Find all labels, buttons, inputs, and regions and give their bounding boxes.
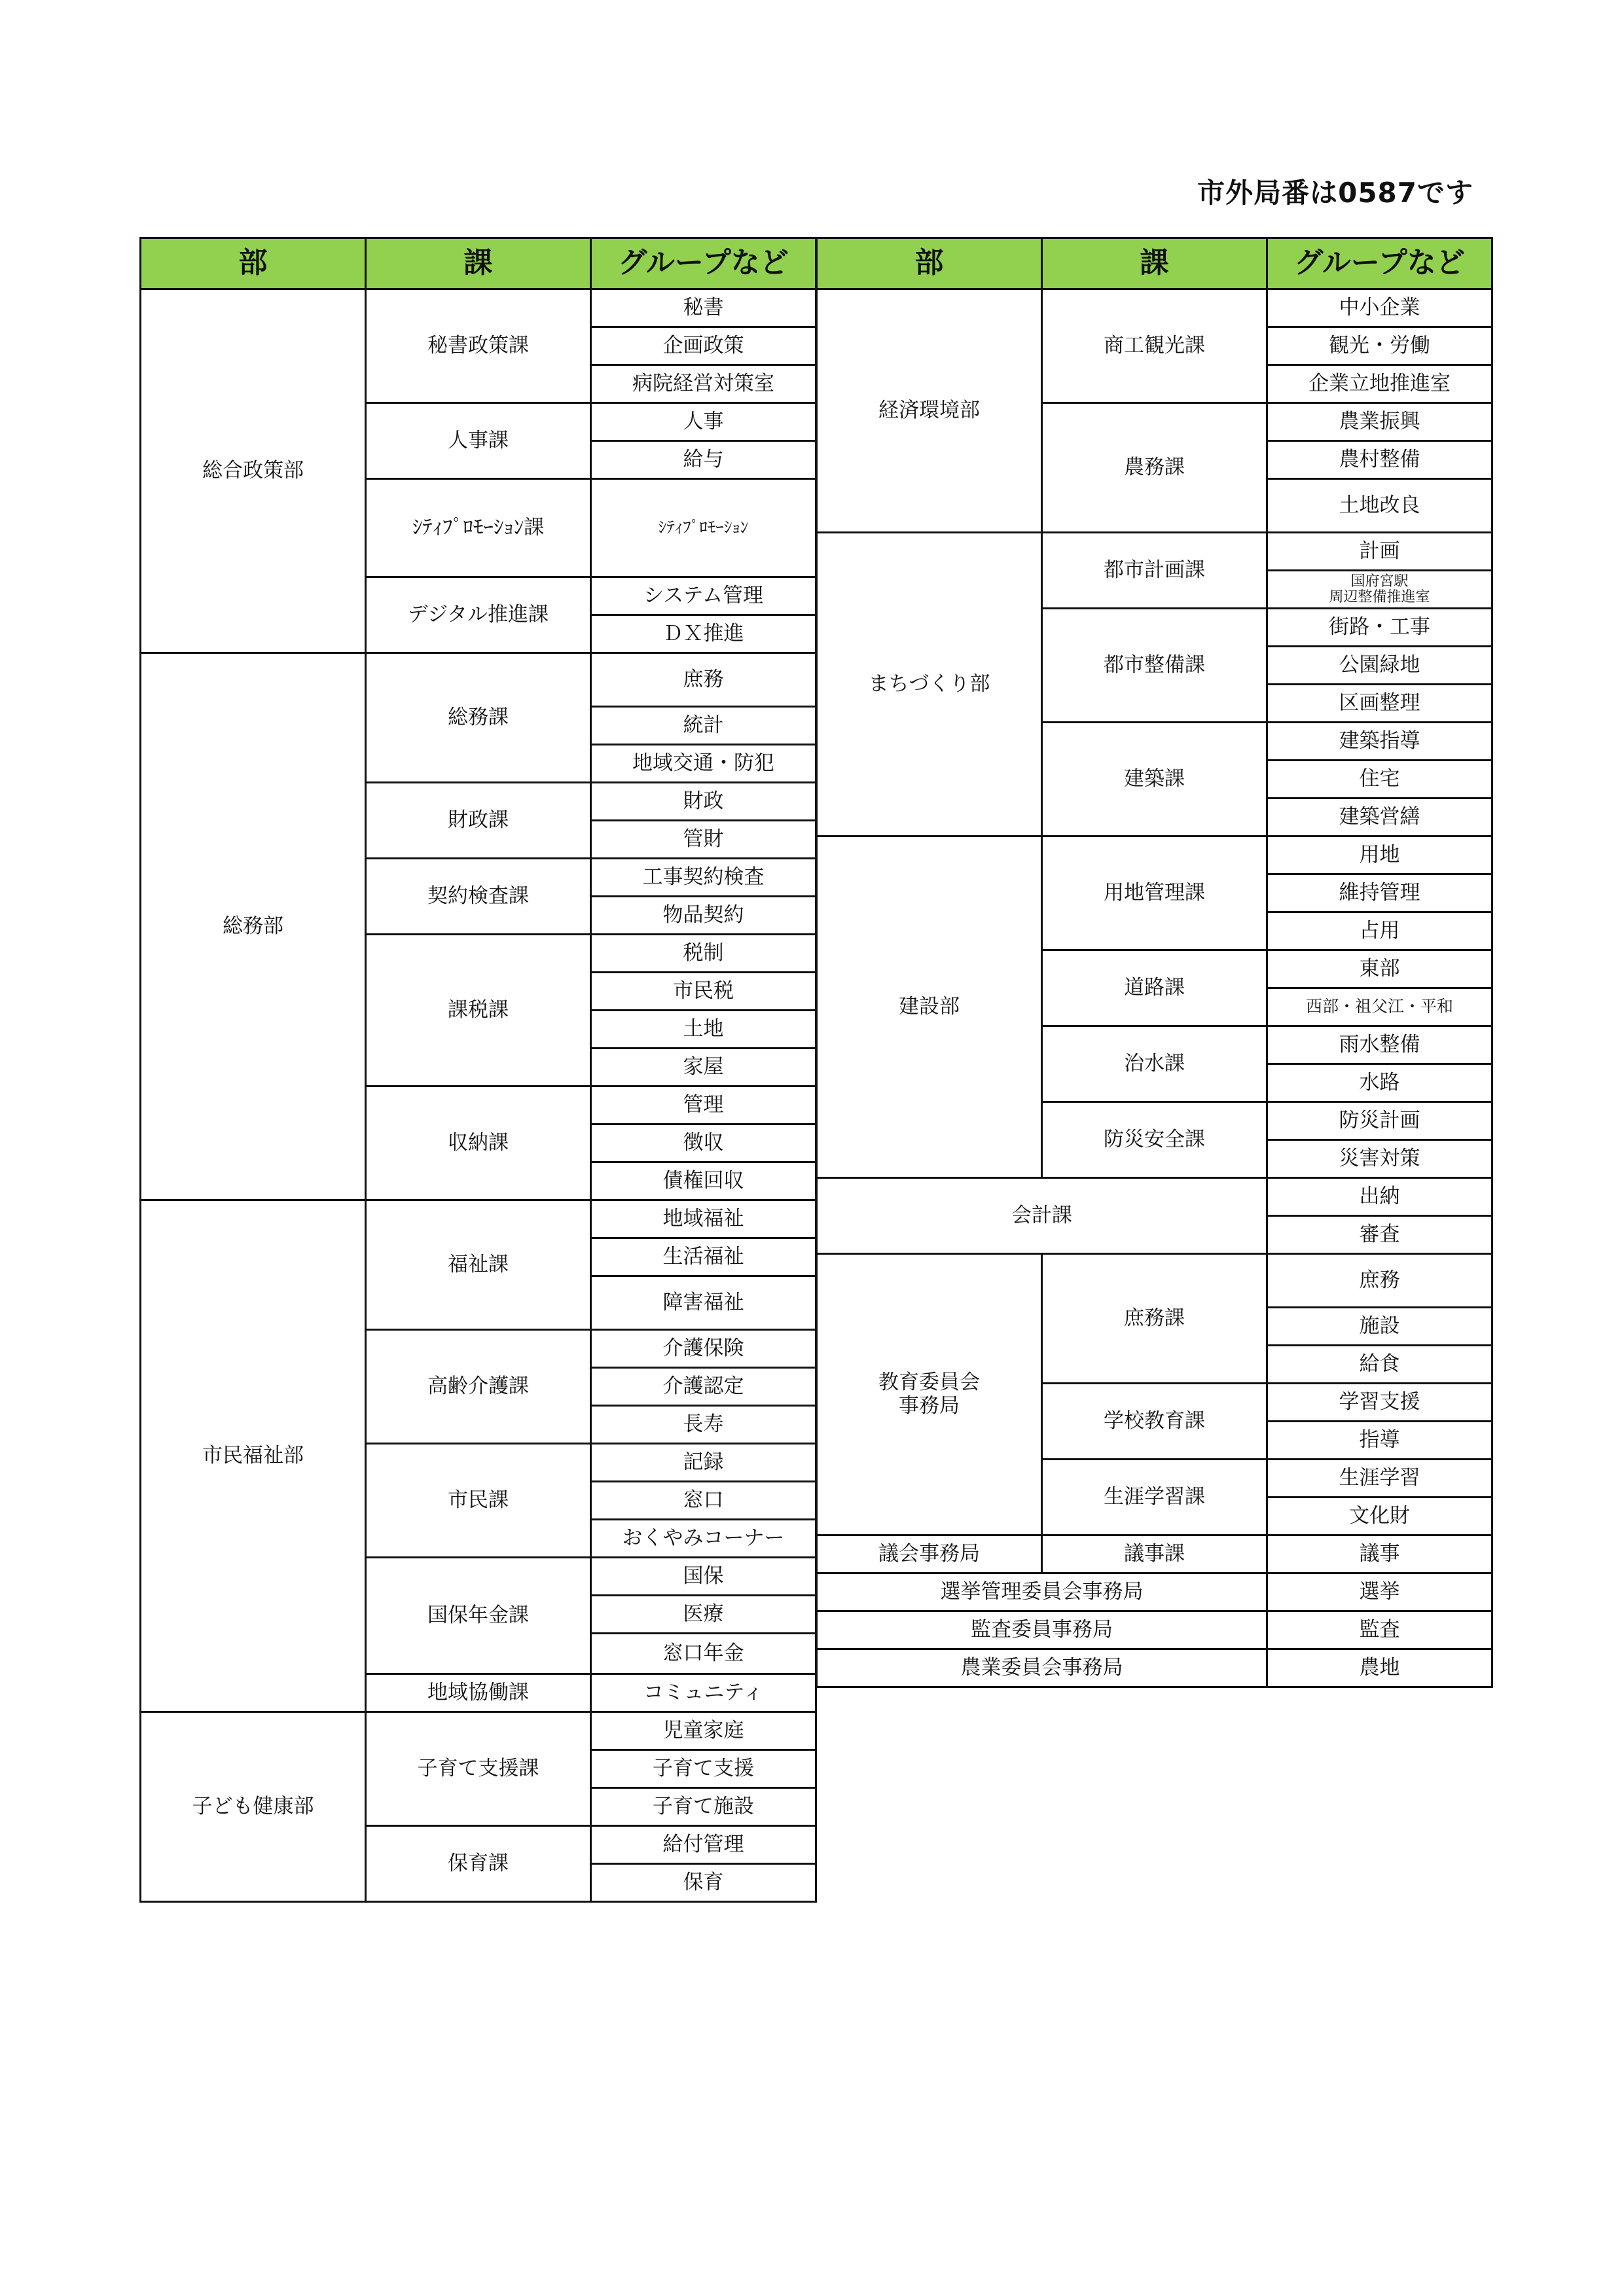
group-name: 審査 <box>1267 1216 1492 1254</box>
group-name: 施設 <box>1267 1308 1492 1346</box>
section-name: 学校教育課 <box>1042 1384 1267 1460</box>
group-name: 窓口 <box>591 1482 816 1520</box>
group-name: 児童家庭 <box>591 1712 816 1750</box>
group-name: 中小企業 <box>1267 289 1492 327</box>
merged-office-name: 農業委員会事務局 <box>817 1649 1267 1687</box>
section-name: 庶務課 <box>1042 1254 1267 1384</box>
group-name: 家屋 <box>591 1049 816 1086</box>
merged-office-name: 選挙管理委員会事務局 <box>817 1573 1267 1611</box>
group-name: 観光・労働 <box>1267 327 1492 365</box>
group-name: 用地 <box>1267 836 1492 874</box>
group-name: 土地改良 <box>1267 479 1492 533</box>
group-name: 文化財 <box>1267 1498 1492 1535</box>
group-name: 監査 <box>1267 1611 1492 1649</box>
group-name: おくやみコーナー <box>591 1520 816 1558</box>
group-name: 企業立地推進室 <box>1267 365 1492 403</box>
section-name: 防災安全課 <box>1042 1102 1267 1178</box>
table-row <box>141 653 816 707</box>
group-name: 病院経営対策室 <box>591 365 816 403</box>
group-name: 指導 <box>1267 1422 1492 1460</box>
group-name: 記録 <box>591 1444 816 1482</box>
group-name: 徴収 <box>591 1124 816 1162</box>
group-name: 建築営繕 <box>1267 798 1492 836</box>
group-name: 管理 <box>591 1086 816 1124</box>
group-name: 東部 <box>1267 950 1492 988</box>
header-section: 課 <box>1042 238 1267 289</box>
group-name: 医療 <box>591 1596 816 1634</box>
header-department: 部 <box>817 238 1042 289</box>
section-name: 総務課 <box>366 653 591 783</box>
group-name: 学習支援 <box>1267 1384 1492 1422</box>
group-name: 占用 <box>1267 912 1492 950</box>
table-row <box>817 1535 1492 1573</box>
group-name: 子育て施設 <box>591 1788 816 1826</box>
group-name: システム管理 <box>591 577 816 615</box>
group-name: 土地 <box>591 1011 816 1049</box>
group-name: 雨水整備 <box>1267 1026 1492 1064</box>
department-name: 総合政策部 <box>141 289 366 653</box>
group-name: 保育 <box>591 1864 816 1902</box>
table-row <box>817 533 1492 571</box>
group-name: 西部・祖父江・平和 <box>1267 988 1492 1026</box>
group-name: 長寿 <box>591 1406 816 1444</box>
group-name: 出納 <box>1267 1178 1492 1216</box>
table-row <box>817 289 1492 327</box>
section-name: 子育て支援課 <box>366 1712 591 1826</box>
section-name: 市民課 <box>366 1444 591 1558</box>
table-row <box>817 836 1492 874</box>
group-name: 介護保険 <box>591 1330 816 1368</box>
group-name: 財政 <box>591 783 816 821</box>
group-name: 水路 <box>1267 1064 1492 1102</box>
section-name: 地域協働課 <box>366 1674 591 1712</box>
group-name: 農業振興 <box>1267 403 1492 441</box>
group-name: 地域福祉 <box>591 1200 816 1238</box>
header-section: 課 <box>366 238 591 289</box>
department-name: 経済環境部 <box>817 289 1042 533</box>
group-name: 介護認定 <box>591 1368 816 1406</box>
group-name: 地域交通・防犯 <box>591 745 816 783</box>
group-name: 債権回収 <box>591 1162 816 1200</box>
section-name: デジタル推進課 <box>366 577 591 653</box>
group-name: 生活福祉 <box>591 1238 816 1276</box>
section-name: 財政課 <box>366 783 591 859</box>
section-name: 治水課 <box>1042 1026 1267 1102</box>
group-name: コミュニティ <box>591 1674 816 1712</box>
table-row <box>817 1573 1492 1611</box>
section-name: 契約検査課 <box>366 859 591 935</box>
group-name: 農村整備 <box>1267 441 1492 479</box>
section-name: 都市整備課 <box>1042 609 1267 723</box>
table-row <box>141 1712 816 1750</box>
merged-office-name: 監査委員事務局 <box>817 1611 1267 1649</box>
group-name: 維持管理 <box>1267 874 1492 912</box>
section-name: 建築課 <box>1042 723 1267 836</box>
group-name: 庶務 <box>591 653 816 707</box>
group-name: 障害福祉 <box>591 1276 816 1330</box>
section-name: 道路課 <box>1042 950 1267 1026</box>
section-name: 生涯学習課 <box>1042 1460 1267 1535</box>
table-row <box>817 1611 1492 1649</box>
group-name: 選挙 <box>1267 1573 1492 1611</box>
section-name: 都市計画課 <box>1042 533 1267 609</box>
group-name: 災害対策 <box>1267 1140 1492 1178</box>
group-name: 物品契約 <box>591 897 816 935</box>
directory-table-right <box>816 237 1493 1688</box>
group-name: 計画 <box>1267 533 1492 571</box>
group-name: 区画整理 <box>1267 685 1492 723</box>
group-name: 人事 <box>591 403 816 441</box>
section-name: 保育課 <box>366 1826 591 1902</box>
area-code-note: 市外局番は0587です <box>1197 177 1473 209</box>
group-name: ＤＸ推進 <box>591 615 816 653</box>
table-row <box>141 1200 816 1238</box>
section-name: 収納課 <box>366 1086 591 1200</box>
group-name: 建築指導 <box>1267 723 1492 761</box>
section-name: 議事課 <box>1042 1535 1267 1573</box>
group-name: 市民税 <box>591 973 816 1011</box>
group-name: 窓口年金 <box>591 1634 816 1674</box>
header-groups: グループなど <box>1267 238 1492 289</box>
group-name: 防災計画 <box>1267 1102 1492 1140</box>
header-groups: グループなど <box>591 238 816 289</box>
group-name: 企画政策 <box>591 327 816 365</box>
group-name: 給付管理 <box>591 1826 816 1864</box>
section-name: 高齢介護課 <box>366 1330 591 1444</box>
group-name: ｼﾃｨﾌﾟﾛﾓｰｼｮﾝ <box>591 479 816 577</box>
group-name: 生涯学習 <box>1267 1460 1492 1498</box>
section-name: 農務課 <box>1042 403 1267 533</box>
directory-table-left <box>139 237 817 1903</box>
table-row <box>817 1649 1492 1687</box>
group-name: 街路・工事 <box>1267 609 1492 647</box>
section-name: 福祉課 <box>366 1200 591 1330</box>
department-name: 議会事務局 <box>817 1535 1042 1573</box>
group-name: 給与 <box>591 441 816 479</box>
group-name: 庶務 <box>1267 1254 1492 1308</box>
group-name: 税制 <box>591 935 816 973</box>
section-name: 商工観光課 <box>1042 289 1267 403</box>
department-name: 教育委員会 事務局 <box>817 1254 1042 1535</box>
section-name: 課税課 <box>366 935 591 1086</box>
section-name: ｼﾃｨﾌﾟﾛﾓｰｼｮﾝ課 <box>366 479 591 577</box>
department-name: まちづくり部 <box>817 533 1042 836</box>
group-name: 農地 <box>1267 1649 1492 1687</box>
table-row <box>817 1178 1492 1216</box>
group-name: 公園緑地 <box>1267 647 1492 685</box>
section-name: 国保年金課 <box>366 1558 591 1674</box>
group-name: 国保 <box>591 1558 816 1596</box>
section-name: 人事課 <box>366 403 591 479</box>
department-name: 市民福祉部 <box>141 1200 366 1712</box>
group-name: 国府宮駅 周辺整備推進室 <box>1267 571 1492 609</box>
group-name: 議事 <box>1267 1535 1492 1573</box>
group-name: 住宅 <box>1267 761 1492 798</box>
merged-office-name: 会計課 <box>817 1178 1267 1254</box>
group-name: 子育て支援 <box>591 1750 816 1788</box>
department-name: 建設部 <box>817 836 1042 1178</box>
table-row <box>141 289 816 327</box>
group-name: 工事契約検査 <box>591 859 816 897</box>
group-name: 秘書 <box>591 289 816 327</box>
group-name: 統計 <box>591 707 816 745</box>
group-name: 管財 <box>591 821 816 859</box>
group-name: 給食 <box>1267 1346 1492 1384</box>
header-department: 部 <box>141 238 366 289</box>
department-name: 総務部 <box>141 653 366 1200</box>
table-row <box>817 1254 1492 1308</box>
department-name: 子ども健康部 <box>141 1712 366 1902</box>
section-name: 秘書政策課 <box>366 289 591 403</box>
section-name: 用地管理課 <box>1042 836 1267 950</box>
